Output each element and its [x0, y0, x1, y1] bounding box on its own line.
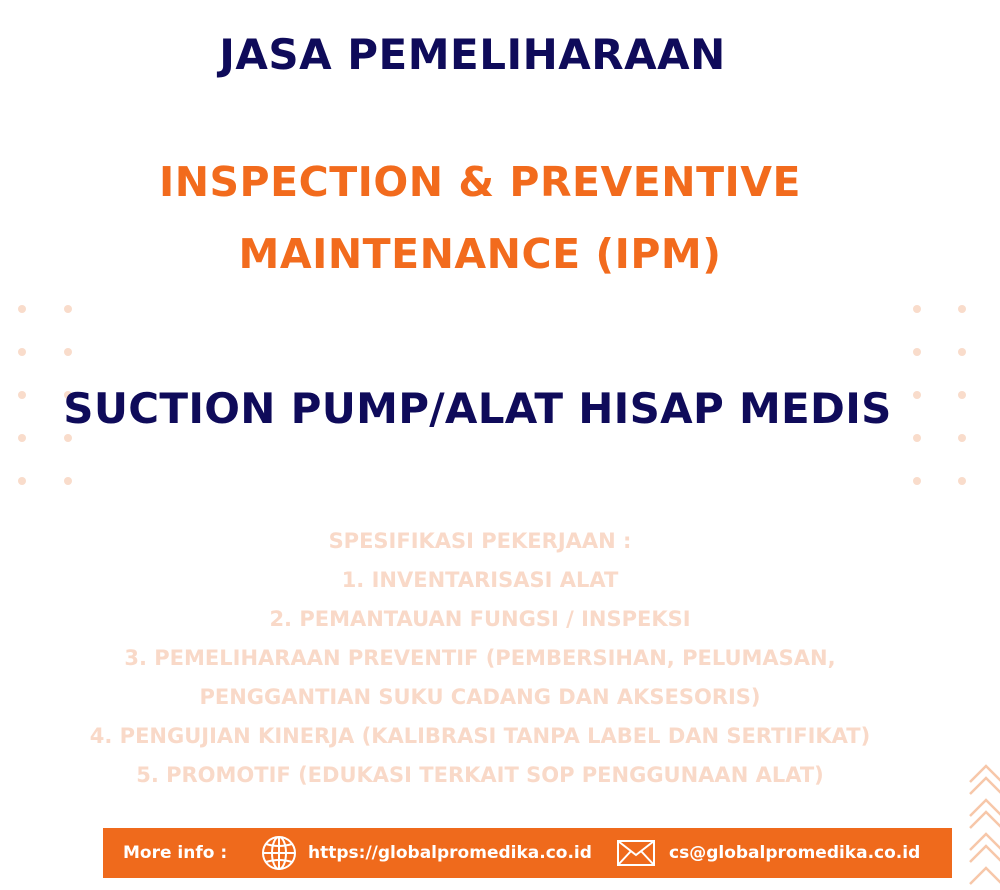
more-info-label: More info :: [123, 843, 228, 863]
subtitle-line: MAINTENANCE (IPM): [238, 230, 722, 278]
envelope-icon: [616, 828, 656, 878]
subtitle-line: INSPECTION & PREVENTIVE: [158, 158, 802, 206]
email-link[interactable]: cs@globalpromedika.co.id: [669, 843, 921, 863]
globe-icon: [260, 828, 298, 878]
footer-contact-bar: [103, 828, 952, 878]
website-link[interactable]: https://globalpromedika.co.id: [308, 843, 592, 863]
specs-heading: SPESIFIKASI PEKERJAAN :: [328, 529, 632, 553]
spec-item: 5. PROMOTIF (EDUKASI TERKAIT SOP PENGGUNAAN ALAT): [136, 763, 824, 787]
spec-item: PENGGANTIAN SUKU CADANG DAN AKSESORIS): [199, 685, 761, 709]
spec-item: 2. PEMANTAUAN FUNGSI / INSPEKSI: [269, 607, 691, 631]
page-title: JASA PEMELIHARAAN: [219, 30, 726, 79]
spec-item: 3. PEMELIHARAAN PREVENTIF (PEMBERSIHAN, PELUMASAN,: [124, 646, 836, 670]
chevron-decoration-icon: [964, 760, 1000, 890]
service-subtitle: [0, 146, 960, 290]
product-name: SUCTION PUMP/ALAT HISAP MEDIS: [63, 384, 892, 433]
spec-item: 1. INVENTARISASI ALAT: [341, 568, 619, 592]
spec-item: 4. PENGUJIAN KINERJA (KALIBRASI TANPA LABEL DAN SERTIFIKAT): [89, 724, 871, 748]
specs-list: [0, 522, 960, 795]
